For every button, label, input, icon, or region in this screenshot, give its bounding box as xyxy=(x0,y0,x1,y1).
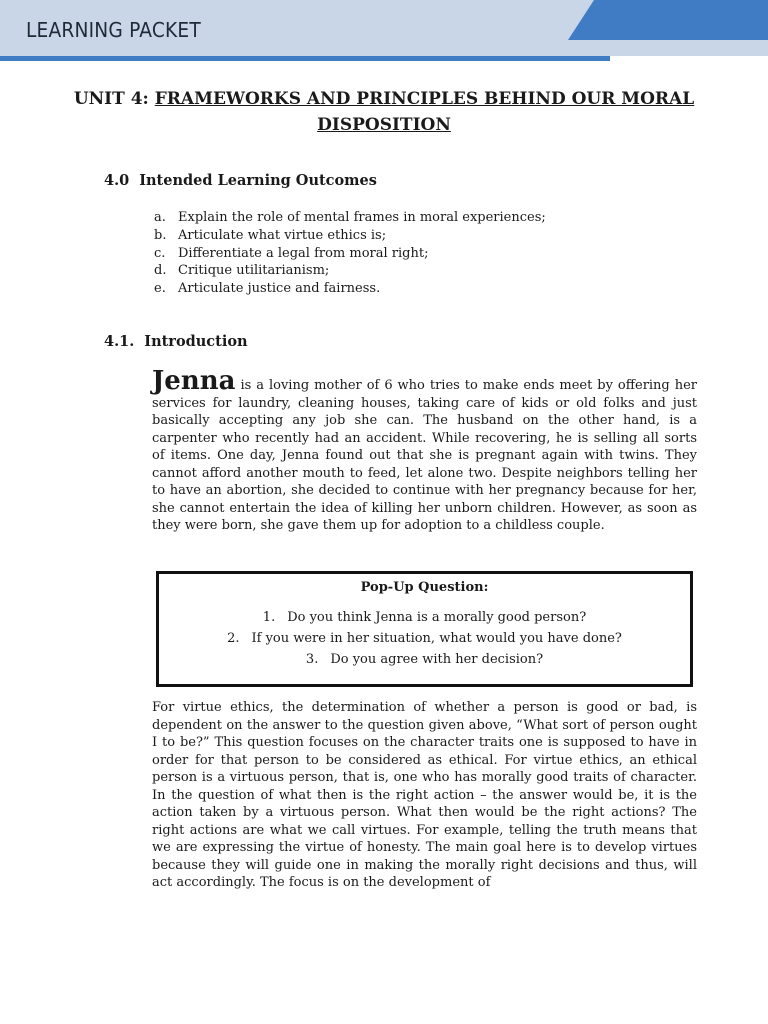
introduction-heading-title: Introduction xyxy=(144,333,248,350)
question-number: 1. xyxy=(262,610,276,625)
list-item xyxy=(154,280,546,298)
list-marker: d. xyxy=(154,263,167,279)
list-item-text: Critique utilitarianism; xyxy=(178,263,330,279)
lead-word: Jenna xyxy=(152,366,236,396)
list-marker: c. xyxy=(154,245,166,261)
introduction-heading xyxy=(104,333,248,350)
header-stripe xyxy=(0,56,610,61)
question-number: 2. xyxy=(227,631,240,646)
list-item xyxy=(154,209,546,227)
list-item-text: Articulate what virtue ethics is; xyxy=(178,227,387,243)
list-item-text: Differentiate a legal from moral right; xyxy=(178,245,429,261)
introduction-text: is a loving mother of 6 who tries to make ends meet by offering her services for laundry, cleaning houses, taking care of kids or old folks and just basically accepting any job she can. The husband on the other hand, is a carpenter who recently had an accident. While recovering, he is selling all sorts of items. One day, Jenna found out that she is pregnant again with twins. They cannot afford another mouth to feed, let alone two. Despite neighbors telling her to have an abortion, she decided to continue with her pregnancy because for her, she cannot entertain the idea of killing her unborn children. However, as soon as they were born, she gave them up for adoption to a childless couple. xyxy=(152,378,697,533)
list-marker: b. xyxy=(154,227,167,243)
header-accent-shape xyxy=(568,0,768,40)
list-marker: e. xyxy=(154,281,166,297)
packet-title: LEARNING PACKET xyxy=(26,18,201,42)
list-item xyxy=(159,607,690,628)
introduction-heading-number: 4.1. xyxy=(104,333,135,350)
unit-title xyxy=(60,86,708,138)
list-item xyxy=(159,628,690,649)
popup-title: Pop-Up Question: xyxy=(360,580,489,595)
question-text: Do you think Jenna is a morally good person? xyxy=(287,610,587,625)
outcomes-heading xyxy=(104,172,377,189)
question-number: 3. xyxy=(305,652,319,667)
popup-question-list xyxy=(159,607,690,670)
unit-prefix: UNIT 4: xyxy=(73,89,149,109)
question-text: If you were in her situation, what would you have done? xyxy=(251,631,622,646)
outcomes-heading-number: 4.0 xyxy=(104,172,130,189)
list-item-text: Articulate justice and fairness. xyxy=(178,281,381,297)
virtue-ethics-paragraph: For virtue ethics, the determination of whether a person is good or bad, is dependent on the answer to the question given above, “What sort of person ought I to be?” This question focuses on the character traits one is supposed to have in order for that person to be considered as ethical. For virtue ethics, an ethical person is a virtuous person, that is, one who has morally good traits of character. In the question of what then is the right action – the answer would be, it is the action taken by a virtuous person. What then would be the right actions? The right actions are what we call virtues. For example, telling the truth means that we are expressing the virtue of honesty. The main goal here is to develop virtues because they will guide one in making the morally right decisions and thus, will act accordingly. The focus is on the development of xyxy=(152,700,697,890)
outcomes-heading-title: Intended Learning Outcomes xyxy=(139,172,377,189)
list-item xyxy=(159,649,690,670)
list-marker: a. xyxy=(154,210,166,225)
question-text: Do you agree with her decision? xyxy=(330,652,544,667)
list-item xyxy=(154,262,546,280)
unit-title-line1: FRAMEWORKS AND PRINCIPLES BEHIND OUR MORAL xyxy=(154,89,695,109)
outcomes-list xyxy=(154,209,546,298)
list-item-text: Explain the role of mental frames in moral experiences; xyxy=(178,210,546,225)
introduction-paragraph xyxy=(152,366,697,535)
popup-question-box xyxy=(156,571,693,687)
unit-title-line2: DISPOSITION xyxy=(317,115,451,135)
list-item xyxy=(154,245,546,263)
list-item xyxy=(154,227,546,245)
